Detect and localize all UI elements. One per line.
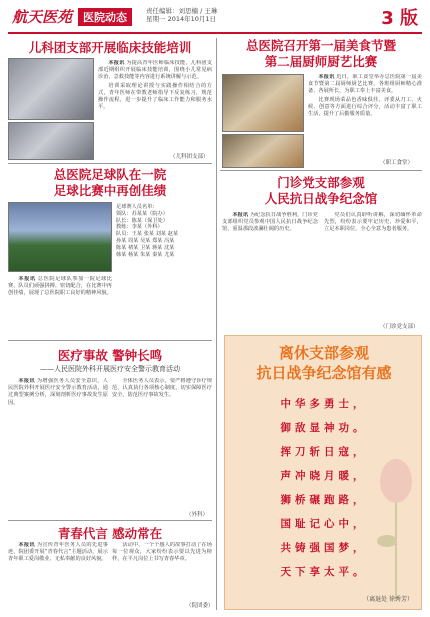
section-label: 医院动态: [78, 8, 132, 26]
article4-headline: 门诊党支部参观 人民抗日战争纪念馆: [264, 175, 378, 206]
section-divider: [8, 340, 212, 341]
article6-sign: （院团委）: [186, 603, 214, 609]
football-team-photo: [8, 202, 112, 272]
poem-line: 天下享太平。: [280, 566, 368, 578]
food-festival-photo-1: [222, 74, 304, 132]
section-divider: [220, 170, 422, 171]
food-festival-photo-2: [222, 134, 304, 168]
article1-headline: 儿科团支部开展临床技能培训: [28, 40, 192, 55]
article2-headline: 总医院召开第一届美食节暨 第二届厨师厨艺比赛: [245, 38, 396, 69]
article2-body: 本报讯 近日，职工食堂举办总医院第一届美食节暨第二届厨师厨艺比赛，各班组厨师精心准备、各展所长，为职工奉上丰富美食。 比赛现场菜品色香味俱佳，评委从刀工、火候、创意等方面进行综合评分，活动丰富了职工生活，提升了后勤服务质量。: [308, 74, 422, 118]
poem-line: 挥刀斩日寇，: [280, 446, 368, 458]
article2-sign: （职工食堂）: [380, 160, 414, 166]
poem-box: [224, 335, 422, 610]
training-photo-1: [8, 58, 94, 120]
page-number: 3 版: [381, 8, 418, 29]
section-divider: [8, 163, 212, 164]
brand-logo: 航天医苑: [12, 8, 73, 26]
article3-headline: 总医院足球队在一院 足球比赛中再创佳绩: [53, 167, 167, 198]
poem-title-line1: 离休支部参观: [278, 344, 369, 362]
poem-sign: （离退处 徐秀芳）: [363, 596, 413, 603]
article3-body: 本报讯 总医院足球队参加一院足球比赛，队员们顽强拼搏、密切配合，在比赛中再创佳绩，展现了总医院职工良好的精神风貌。: [8, 276, 112, 297]
article5-body-right: 全体医务人员表示，要严格遵守诊疗规范，认真执行各项核心制度，切实保障医疗安全，防范医疗事故发生。: [112, 378, 212, 399]
poem-line: 御敌显神功。: [280, 422, 368, 434]
article1-sign: （儿科团支部）: [170, 154, 209, 160]
poem-line: 狮桥碾跑路，: [280, 494, 368, 506]
article5-sign: （外科）: [186, 512, 209, 518]
article1-body: 本报讯 为提高青年医师临床技能，儿科团支部近期组织开展临床技能培训，围绕小儿常见病诊治、急救技能等内容进行系统讲解与示范。 培训采取理论讲授与实践操作相结合的方式，青年医师在带教老师指导下反复练习，规范操作流程，进一步提升了临床工作能力和服务水平。: [98, 60, 212, 111]
column-divider: [216, 38, 217, 610]
team-roster: 足球赛人员名单： 领队：苏某某（院办） 队长：陈某（保卫处） 教练：李某（外科） 队员：王某 张某 刘某 赵某 孙某 周某 吴某 郑某 冯某 陈某 褚某 卫某 蒋某 沈某 韩某 杨某 朱某 秦某 尤某: [116, 204, 179, 258]
poem-line: 声冲晓月暖，: [280, 470, 368, 482]
poem-line: 国耻记心中，: [280, 518, 368, 530]
article5-headline: 医疗事故 警钟长鸣: [57, 348, 163, 363]
article6-body-left: 本报讯 为宣传青年医务人员的先进事迹，院团委开展“青春代言”主题活动，展示青年职工爱岗敬业、无私奉献的良好风貌。: [8, 542, 108, 563]
article4-sign: （门诊党支部）: [380, 324, 419, 330]
article4-body-left: 本报讯 为纪念抗日战争胜利，门诊党支部组织党员参观中国人民抗日战争纪念馆，重温那段波澜壮阔的历史。: [222, 212, 318, 233]
article4-body-right: 党员们认真聆听讲解，深切缅怀革命先烈，纷纷表示要牢记历史、珍爱和平，立足本职岗位，全心全意为患者服务。: [324, 212, 422, 233]
article6-body-right: 活动中，一个个感人的故事打动了在场每一位观众，大家纷纷表示要以先进为榜样，在平凡岗位上书写青春华章。: [112, 542, 212, 563]
section-divider: [8, 520, 212, 521]
poem-line: 共铸强国梦，: [280, 542, 368, 554]
poem-line: 中华多勇士，: [280, 398, 368, 410]
editor-info: 责任编辑：刘思楠 / 王琳 星期一 2014年10月1日: [146, 7, 218, 23]
article5-subhead: ——人民医院外科开展医疗安全警示教育活动: [40, 365, 180, 373]
training-photo-2: [8, 122, 94, 160]
poem-title-line2: 抗日战争纪念馆有感: [256, 364, 392, 382]
article6-headline: 青春代言 感动常在: [57, 526, 163, 541]
article5-body-left: 本报讯 为增强医务人员安全意识，人民医院外科开展医疗安全警示教育活动，通过典型案例分析，深刻剖析医疗事故发生原因。: [8, 378, 108, 406]
masthead: [8, 4, 422, 34]
